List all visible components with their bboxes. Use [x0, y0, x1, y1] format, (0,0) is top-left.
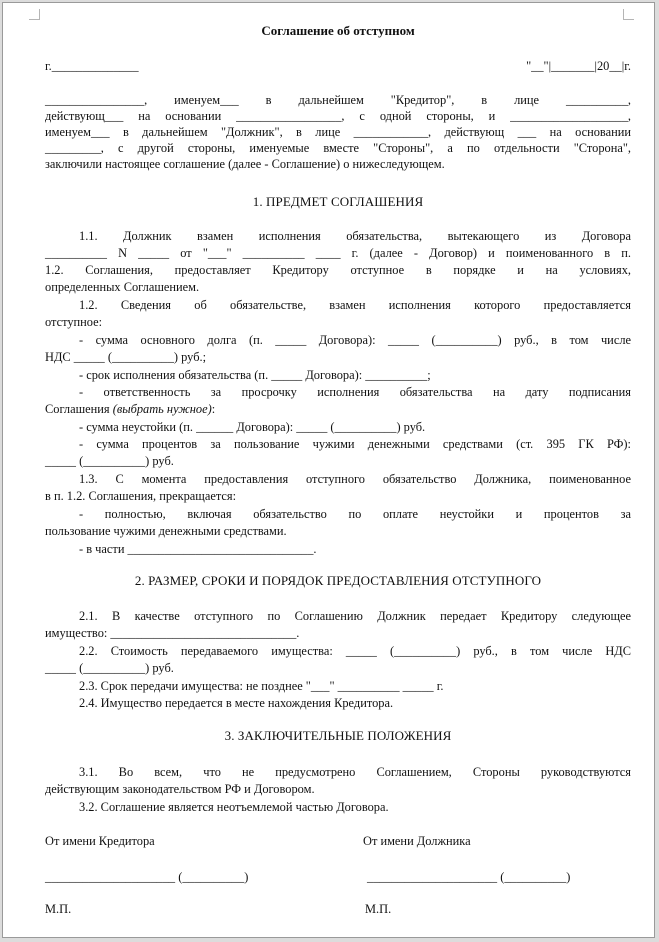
- paragraph-line: 1.3. С момента предоставления отступного обязательство Должника, поименованное: [79, 472, 631, 486]
- city-line: г.______________: [45, 59, 139, 73]
- paragraph-text: :: [211, 402, 216, 416]
- paragraph-line: 3.1. Во всем, что не предусмотрено Соглашением, Стороны руководствуются: [79, 765, 631, 779]
- creditor-stamp: М.П.: [45, 902, 72, 916]
- preamble-line: ________________, именуем___ в дальнейшем "Кредитор", в лице __________,: [45, 93, 631, 107]
- paragraph-line: __________ N _____ от "___" __________ ____ г. (далее - Договор) и поименованного в п.: [45, 246, 631, 260]
- paragraph-line: 2.2. Стоимость передаваемого имущества: _____ (__________) руб., в том числе НДС: [79, 644, 631, 658]
- date-line: "__"|_______|20__|г.: [526, 59, 631, 73]
- paragraph-line: - срок исполнения обязательства (п. _____ Договора): __________;: [79, 368, 431, 382]
- document-title: Соглашение об отступном: [261, 23, 415, 38]
- debtor-label: От имени Должника: [363, 834, 471, 848]
- paragraph-line: 1.2. Соглашения, предоставляет Кредитору отступное в порядке и на условиях,: [45, 263, 631, 277]
- paragraph-line: действующим законодательством РФ и Договором.: [45, 782, 315, 796]
- paragraph-line: в п. 1.2. Соглашения, прекращается:: [45, 489, 237, 503]
- paragraph-line: - в части ______________________________.: [79, 542, 317, 556]
- page-corner-mark: [29, 9, 40, 20]
- document-page: [2, 2, 655, 938]
- paragraph-line: определенных Соглашением.: [45, 280, 200, 294]
- paragraph-line: НДС _____ (__________) руб.;: [45, 350, 207, 364]
- creditor-signature-line: _____________________ (__________): [45, 870, 249, 884]
- section-heading-1: 1. ПРЕДМЕТ СОГЛАШЕНИЯ: [252, 194, 424, 209]
- paragraph-line: 1.2. Сведения об обязательстве, взамен исполнения которого предоставляется: [79, 298, 631, 312]
- creditor-label: От имени Кредитора: [45, 834, 155, 848]
- preamble-line: действующ___ на основании _________________, с одной стороны, и ___________________,: [45, 109, 631, 123]
- preamble-line: заключили настоящее соглашение (далее - Соглашение) о нижеследующем.: [45, 157, 445, 171]
- paragraph-line: имущество: ______________________________.: [45, 626, 300, 640]
- paragraph-line: [45, 401, 631, 418]
- paragraph-line: отступное:: [45, 315, 103, 329]
- paragraph-line: - ответственность за просрочку исполнения обязательства на дату подписания: [79, 385, 631, 399]
- section-heading-2: 2. РАЗМЕР, СРОКИ И ПОРЯДОК ПРЕДОСТАВЛЕНИЯ ОТСТУПНОГО: [134, 573, 542, 588]
- italic-note: (выбрать нужное): [112, 402, 212, 416]
- paragraph-line: 2.4. Имущество передается в месте нахождения Кредитора.: [79, 696, 394, 710]
- paragraph-line: 2.3. Срок передачи имущества: не позднее "___" __________ _____ г.: [79, 679, 444, 693]
- preamble-line: _________, с другой стороны, именуемые вместе "Стороны", а по отдельности "Сторона",: [45, 141, 631, 155]
- page-corner-mark: [623, 9, 634, 20]
- debtor-stamp: М.П.: [365, 902, 392, 916]
- paragraph-line: 1.1. Должник взамен исполнения обязательства, вытекающего из Договора: [79, 229, 631, 243]
- section-heading-3: 3. ЗАКЛЮЧИТЕЛЬНЫЕ ПОЛОЖЕНИЯ: [224, 728, 452, 743]
- paragraph-line: _____ (__________) руб.: [45, 454, 174, 468]
- paragraph-line: пользование чужими денежными средствами.: [45, 524, 287, 538]
- paragraph-text: Соглашения: [45, 402, 110, 416]
- paragraph-line: 2.1. В качестве отступного по Соглашению Должник передает Кредитору следующее: [79, 609, 631, 623]
- paragraph-line: - сумма основного долга (п. _____ Договора): _____ (__________) руб., в том числе: [79, 333, 631, 347]
- debtor-signature-line: _____________________ (__________): [367, 870, 571, 884]
- preamble-line: именуем___ в дальнейшем "Должник", в лице ____________, действующ ___ на основании: [45, 125, 631, 139]
- paragraph-line: _____ (__________) руб.: [45, 661, 174, 675]
- paragraph-line: - сумма неустойки (п. ______ Договора): _____ (__________) руб.: [79, 420, 426, 434]
- paragraph-line: 3.2. Соглашение является неотъемлемой частью Договора.: [79, 800, 389, 814]
- paragraph-line: - сумма процентов за пользование чужими денежными средствами (ст. 395 ГК РФ):: [79, 437, 631, 451]
- paragraph-line: - полностью, включая обязательство по оплате неустойки и процентов за: [79, 507, 631, 521]
